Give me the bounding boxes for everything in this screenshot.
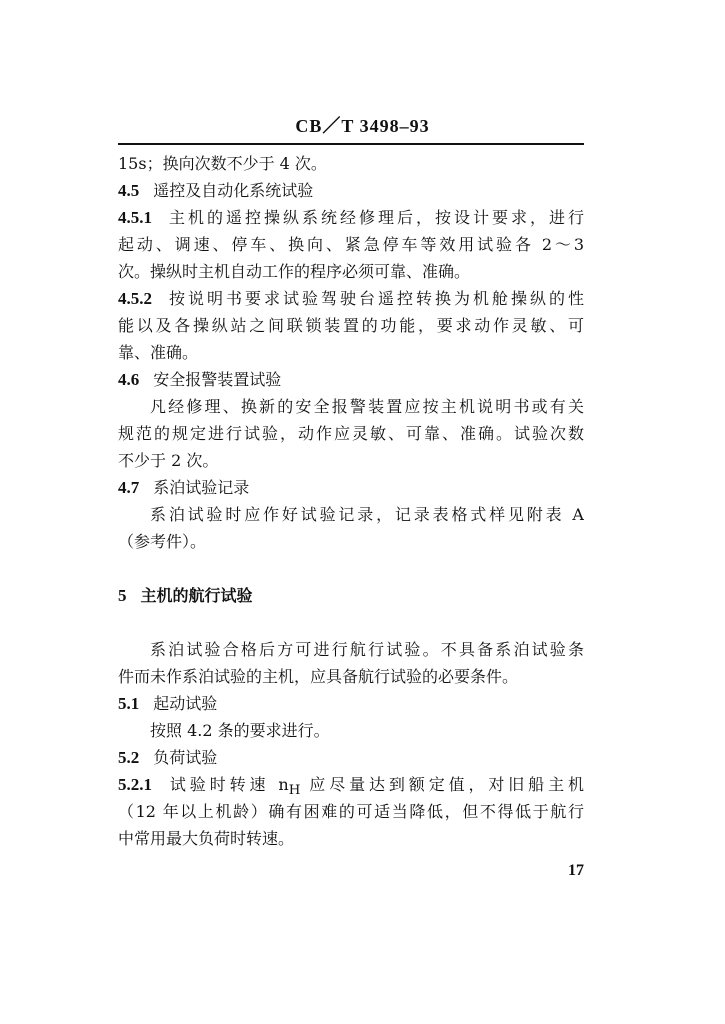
clause-text-continued: 应尽量达到额定值，对旧船主机: [300, 775, 584, 794]
section-number: 4.6: [118, 370, 140, 389]
text-line: 靠、准确。: [118, 343, 199, 362]
document-header-title: CB／T 3498–93: [295, 116, 430, 136]
section-number: 5.1: [118, 694, 140, 713]
spacer: [118, 609, 584, 636]
subscript-h: H: [288, 783, 301, 798]
clause-4-5-1-line-1: [118, 204, 584, 231]
clause-text: 主机的遥控操纵系统经修理后，按设计要求，进行: [166, 208, 584, 227]
section-title: 系泊试验记录: [153, 478, 250, 497]
clause-4-5-2-line-1: [118, 285, 584, 312]
section-title: 起动试验: [153, 694, 218, 713]
text-line: 不少于 2 次。: [118, 451, 219, 470]
chapter-number: 5: [118, 586, 127, 605]
text-line: 系泊试验时应作好试验记录，记录表格式样见附表 A: [150, 505, 584, 524]
section-number: 4.5: [118, 181, 140, 200]
section-title: 安全报警装置试验: [153, 370, 282, 389]
section-title: 负荷试验: [153, 748, 218, 767]
clause-number: 4.5.2: [118, 289, 152, 308]
text-line: 件而未作系泊试验的主机，应具备航行试验的必要条件。: [118, 667, 519, 686]
header-rule: [118, 143, 584, 145]
section-number: 5.2: [118, 748, 140, 767]
clause-number: 5.2.1: [118, 775, 152, 794]
section-title: 遥控及自动化系统试验: [153, 181, 314, 200]
section-heading-5-1: [118, 690, 584, 717]
document-body: [118, 150, 584, 852]
chapter-title: 主机的航行试验: [140, 586, 253, 605]
text-line: 按照 4.2 条的要求进行。: [150, 721, 330, 740]
text-line: 中常用最大负荷时转速。: [118, 829, 295, 848]
text-line: （12 年以上机龄）确有困难的可适当降低，但不得低于航行: [118, 802, 584, 821]
page-number: 17: [568, 862, 584, 879]
text-line: 起动、调速、停车、换向、紧急停车等效用试验各 2～3: [118, 235, 584, 254]
section-heading-5-2: [118, 744, 584, 771]
clause-5-2-1-line-1: [118, 771, 584, 798]
section-number: 4.7: [118, 478, 140, 497]
text-line: 规范的规定进行试验，动作应灵敏、可靠、准确。试验次数: [118, 424, 584, 443]
text-line: （参考件）。: [118, 532, 207, 551]
text-line: 次。操纵时主机自动工作的程序必须可靠、准确。: [118, 262, 471, 281]
spacer: [118, 555, 584, 582]
clause-number: 4.5.1: [118, 208, 152, 227]
text-line: 15s；换向次数不少于 4 次。: [118, 154, 327, 173]
section-heading-4-6: [118, 366, 584, 393]
section-heading-4-7: [118, 474, 584, 501]
text-line: 凡经修理、换新的安全报警装置应按主机说明书或有关: [150, 397, 584, 416]
clause-text: 按说明书要求试验驾驶台遥控转换为机舱操纵的性: [166, 289, 584, 308]
text-line: 能以及各操纵站之间联锁装置的功能，要求动作灵敏、可: [118, 316, 584, 335]
clause-text: 试验时转速 n: [166, 775, 289, 794]
chapter-heading-5: [118, 582, 584, 609]
text-line: 系泊试验合格后方可进行航行试验。不具备系泊试验条: [150, 640, 584, 659]
section-heading-4-5: [118, 177, 584, 204]
